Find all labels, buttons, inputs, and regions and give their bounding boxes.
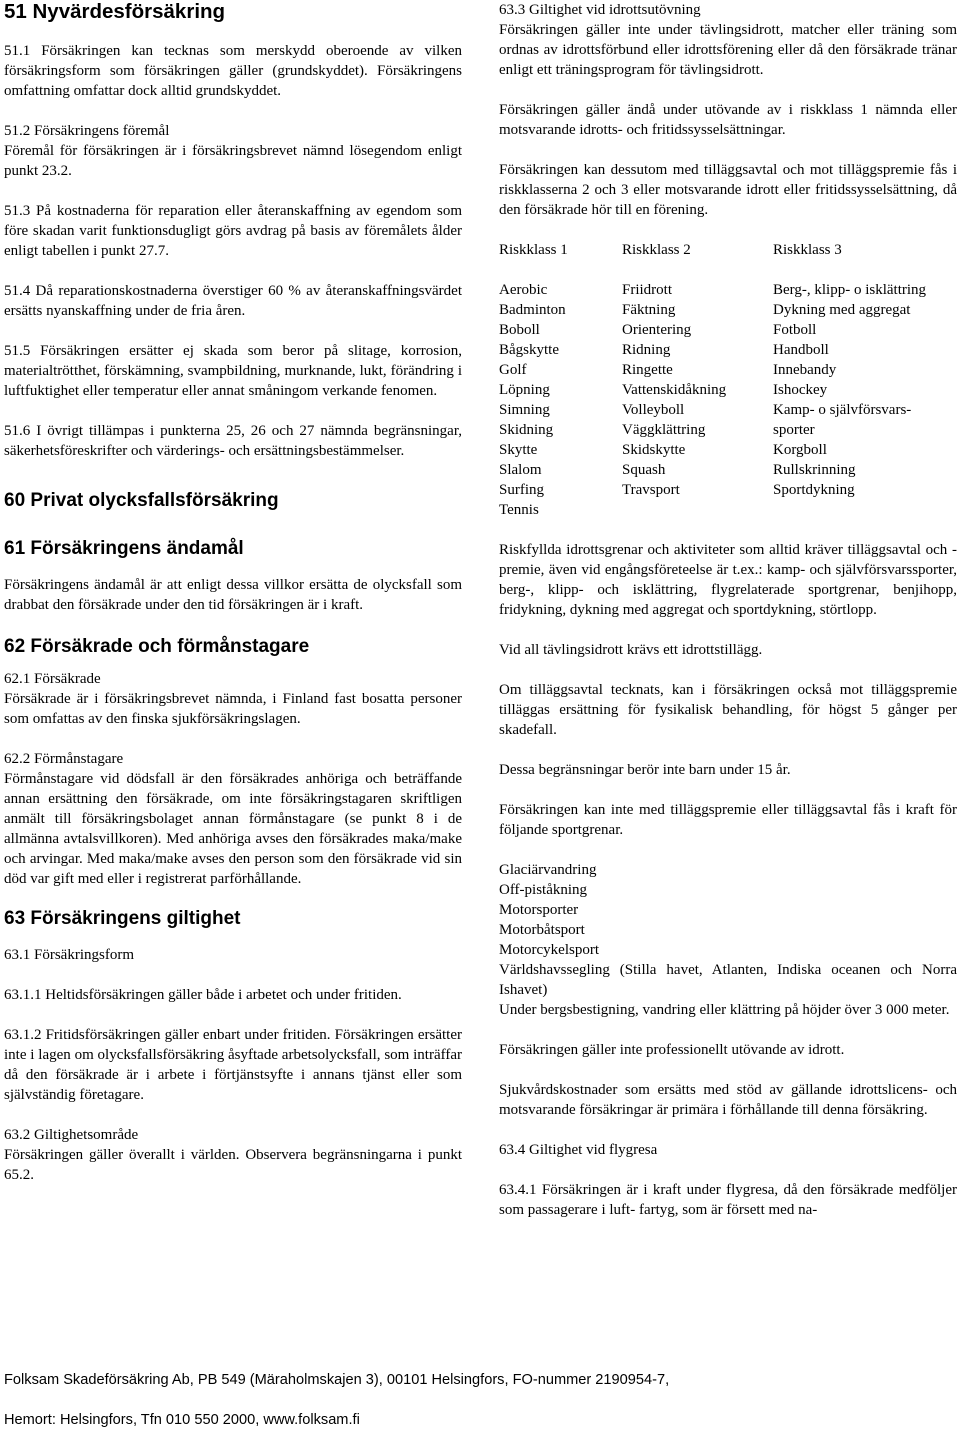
risk-class-2-item: Volleyboll — [622, 402, 685, 418]
section-62-title: 62 Försäkrade och förmånstagare — [4, 636, 310, 657]
excluded-sports-list — [499, 860, 957, 1020]
risk-class-1-item: Simning — [499, 402, 550, 418]
risk-class-1-header: Riskklass 1 — [499, 242, 568, 258]
barn-note: Dessa begränsningar berör inte barn under 15 år. — [499, 762, 791, 778]
section-51-6: 51.6 I övrigt tillämpas i punkterna 25, 26 och 27 nämnda begränsningar, säkerhetsföreskrifter och värderings- och ersättningsbestämmelser. — [4, 423, 462, 459]
section-51-4: 51.4 Då reparationskostnaderna överstiger 60 % av återanskaffningsvärdet ersätts nyanskaffning under de fria åren. — [4, 283, 462, 319]
risk-class-1-item: Aerobic — [499, 282, 548, 298]
risk-class-1-item: Badminton — [499, 302, 566, 318]
footer-company-line: Folksam Skadeförsäkring Ab, PB 549 (Märaholmskajen 3), 00101 Helsingfors, FO-nummer 2190954-7, — [4, 1372, 670, 1388]
risk-class-3-item: Ishockey — [773, 382, 828, 398]
risk-class-1-item: Tennis — [499, 502, 539, 518]
left-column — [4, 0, 462, 1185]
excluded-sport-item: Motorbåtsport — [499, 922, 585, 938]
section-63-2-body: Försäkringen gäller överallt i världen. Observera begränsningarna i punkt 65.2. — [4, 1147, 462, 1183]
risk-class-3-item: sporter — [773, 422, 815, 438]
section-51-5: 51.5 Försäkringen ersätter ej skada som beror på slitage, korrosion, materialtrötthet, förskämning, svampbildning, murknande, lukt, förändring i luftfuktighet eller temperatur eller annat småningom verkande fenomen. — [4, 343, 462, 399]
excluded-sport-item: Glaciärvandring — [499, 862, 597, 878]
risk-class-1-item: Slalom — [499, 462, 542, 478]
excluded-sport-item: Motorsporter — [499, 902, 579, 918]
excluded-sport-item: Motorcykelsport — [499, 942, 599, 958]
risk-class-2-item: Friidrott — [622, 282, 673, 298]
risk-class-1-item: Boboll — [499, 322, 540, 338]
section-60-title: 60 Privat olycksfallsförsäkring — [4, 490, 279, 511]
risk-class-3-item: Rullskrinning — [773, 462, 856, 478]
section-63-1-1: 63.1.1 Heltidsförsäkringen gäller både i arbetet och under fritiden. — [4, 987, 402, 1003]
risk-class-1-item: Golf — [499, 362, 527, 378]
section-51-title: 51 Nyvärdesförsäkring — [4, 0, 226, 23]
riskklass-1-note: Försäkringen gäller ändå under utövande av i riskklass 1 nämnda eller motsvarande idrotts- och fritidssysselsättningar. — [499, 102, 957, 138]
section-51-2-body: Föremål för försäkringen är i försäkringsbrevet nämnd lösegendom enligt punkt 23.2. — [4, 143, 462, 179]
tavlingsidrott-note: Vid all tävlingsidrott krävs ett idrottstillägg. — [499, 642, 763, 658]
sjukvard-note: Sjukvårdskostnader som ersätts med stöd av gällande idrottslicens- och motsvarande försäkringar är primära i förhållande till denna försäkring. — [499, 1082, 957, 1118]
section-62-1-body: Försäkrade är i försäkringsbrevet nämnda, i Finland fast bosatta personer som omfattas av den finska sjukförsäkringslagen. — [4, 691, 462, 727]
risk-class-2-item: Vattenskidåkning — [622, 382, 727, 398]
risk-class-2-item: Väggklättring — [622, 422, 706, 438]
risk-class-1-item: Surfing — [499, 482, 544, 498]
risk-class-2-item: Ringette — [622, 362, 673, 378]
risk-class-1-item: Bågskytte — [499, 342, 559, 358]
section-63-4-heading: 63.4 Giltighet vid flygresa — [499, 1142, 658, 1158]
section-63-3-heading: 63.3 Giltighet vid idrottsutövning — [499, 2, 701, 18]
risk-class-3-item: Innebandy — [773, 362, 837, 378]
risk-class-3-item: Dykning med aggregat — [773, 302, 911, 318]
risk-class-2-item: Ridning — [622, 342, 671, 358]
risk-class-2-item: Orientering — [622, 322, 692, 338]
section-63-1-heading: 63.1 Försäkringsform — [4, 947, 134, 963]
section-63-4-1: 63.4.1 Försäkringen är i kraft under flygresa, då den försäkrade medföljer som passagerare i luft- fartyg, som är försett med na- — [499, 1182, 957, 1218]
risk-class-1-item: Löpning — [499, 382, 550, 398]
section-51-1: 51.1 Försäkringen kan tecknas som merskydd oberoende av vilken försäkringsform som försäkringen gäller (grundskyddet). Försäkringens omfattning omfattar dock alltid grundskyddet. — [4, 43, 462, 99]
page-footer — [4, 1350, 954, 1450]
section-63-3-body: Försäkringen gäller inte under tävlingsidrott, matcher eller träning som ordnas av idrottsförbund eller idrottsförening eller då den försäkrade tränar enligt ett träningsprogram för tävlingsidrott. — [499, 22, 957, 78]
professionellt-note: Försäkringen gäller inte professionellt utövande av idrott. — [499, 1042, 845, 1058]
section-62-1-heading: 62.1 Försäkrade — [4, 671, 101, 687]
footer-contact-line: Hemort: Helsingfors, Tfn 010 550 2000, www.folksam.fi — [4, 1412, 360, 1428]
risk-class-2-item — [622, 500, 773, 520]
risk-class-2-item: Fäktning — [622, 302, 676, 318]
excluded-sport-item: Off-piståkning — [499, 882, 588, 898]
risk-class-3-item: Sportdykning — [773, 482, 855, 498]
excluded-sport-item: Under bergsbestigning, vandring eller klättring på höjder över 3 000 meter. — [499, 1002, 950, 1018]
section-51-2-heading: 51.2 Försäkringens föremål — [4, 123, 170, 139]
risk-class-3-header: Riskklass 3 — [773, 242, 842, 258]
risk-class-1-item: Skidning — [499, 422, 554, 438]
risk-class-2-item: Skidskytte — [622, 442, 686, 458]
risk-class-1-item: Skytte — [499, 442, 538, 458]
risk-class-3-item: Korgboll — [773, 442, 827, 458]
risk-class-3-item: Berg-, klipp- o isklättring — [773, 282, 927, 298]
risk-class-2-item: Squash — [622, 462, 666, 478]
risk-class-3-item: Kamp- o självförsvars- — [773, 402, 912, 418]
section-51-3: 51.3 På kostnaderna för reparation eller återanskaffning av egendom som före skadan varit funktionsdugligt görs avdrag på basis av föremålets ålder enligt tabellen i punkt 27.7. — [4, 203, 462, 259]
risk-class-3-item: Fotboll — [773, 322, 817, 338]
section-61-title: 61 Försäkringens ändamål — [4, 538, 244, 559]
right-column — [499, 0, 957, 1220]
risk-class-3-item — [773, 500, 960, 520]
risk-class-2-item: Travsport — [622, 482, 680, 498]
section-63-2-heading: 63.2 Giltighetsområde — [4, 1127, 139, 1143]
riskfyllda-note: Riskfyllda idrottsgrenar och aktiviteter som alltid kräver tilläggsavtal och -premie, även vid engångsföreteelse är t.ex.: kamp- och självförsvarssporter, berg-, klipp- och isklättring, flygrelaterade sportgrenar, benjihopp, fridykning, dykning med aggregat och sportdykning, störtlopp. — [499, 542, 957, 618]
section-62-2-body: Förmånstagare vid dödsfall är den försäkrades anhöriga och beträffande annan ersättning den försäkrade, om inte försäkringstagaren skriftligen anmält till försäkringsbolaget annan förmånstagare (se punkt 8 i de allmänna avtalsvillkoren). Med anhöriga avses den försäkrades maka/make och arvingar. Med maka/make avses den person som den försäkrade vid sin död var gift med eller i registrerat parförhållande. — [4, 771, 462, 887]
section-63-title: 63 Försäkringens giltighet — [4, 908, 241, 929]
excluded-intro: Försäkringen kan inte med tilläggspremie eller tilläggsavtal fås i kraft för följande sportgrenar. — [499, 802, 957, 838]
section-61-body: Försäkringens ändamål är att enligt dessa villkor ersätta de olycksfall som drabbat den försäkrade under den tid försäkringen är i kraft. — [4, 577, 462, 613]
risk-class-header — [499, 240, 957, 260]
excluded-sport-item: Världshavssegling (Stilla havet, Atlanten, Indiska oceanen och Norra Ishavet) — [499, 962, 957, 998]
tillaggsavtal-note: Försäkringen kan dessutom med tilläggsavtal och mot tilläggspremie fås i riskklasserna 2 och 3 eller motsvarande idrott eller fritidssysselsättning, då den försäkrade hör till en förening. — [499, 162, 957, 218]
risk-class-2-header: Riskklass 2 — [622, 242, 691, 258]
section-62-2-heading: 62.2 Förmånstagare — [4, 751, 124, 767]
section-63-1-2: 63.1.2 Fritidsförsäkringen gäller enbart under fritiden. Försäkringen ersätter inte i lagen om olycksfallsförsäkring åsyftade arbetsolycksfall, som inträffar då den försäkrade är i arbete i förtjänstsyfte i annans tjänst eller som självständig företagare. — [4, 1027, 462, 1103]
risk-class-3-item: Handboll — [773, 342, 829, 358]
risk-class-table — [499, 280, 957, 520]
fysikalisk-behandling-note: Om tilläggsavtal tecknats, kan i försäkringen också mot tilläggspremie tilläggas ersättning för fysikalisk behandling, för högst 5 gånger per skadefall. — [499, 682, 957, 738]
